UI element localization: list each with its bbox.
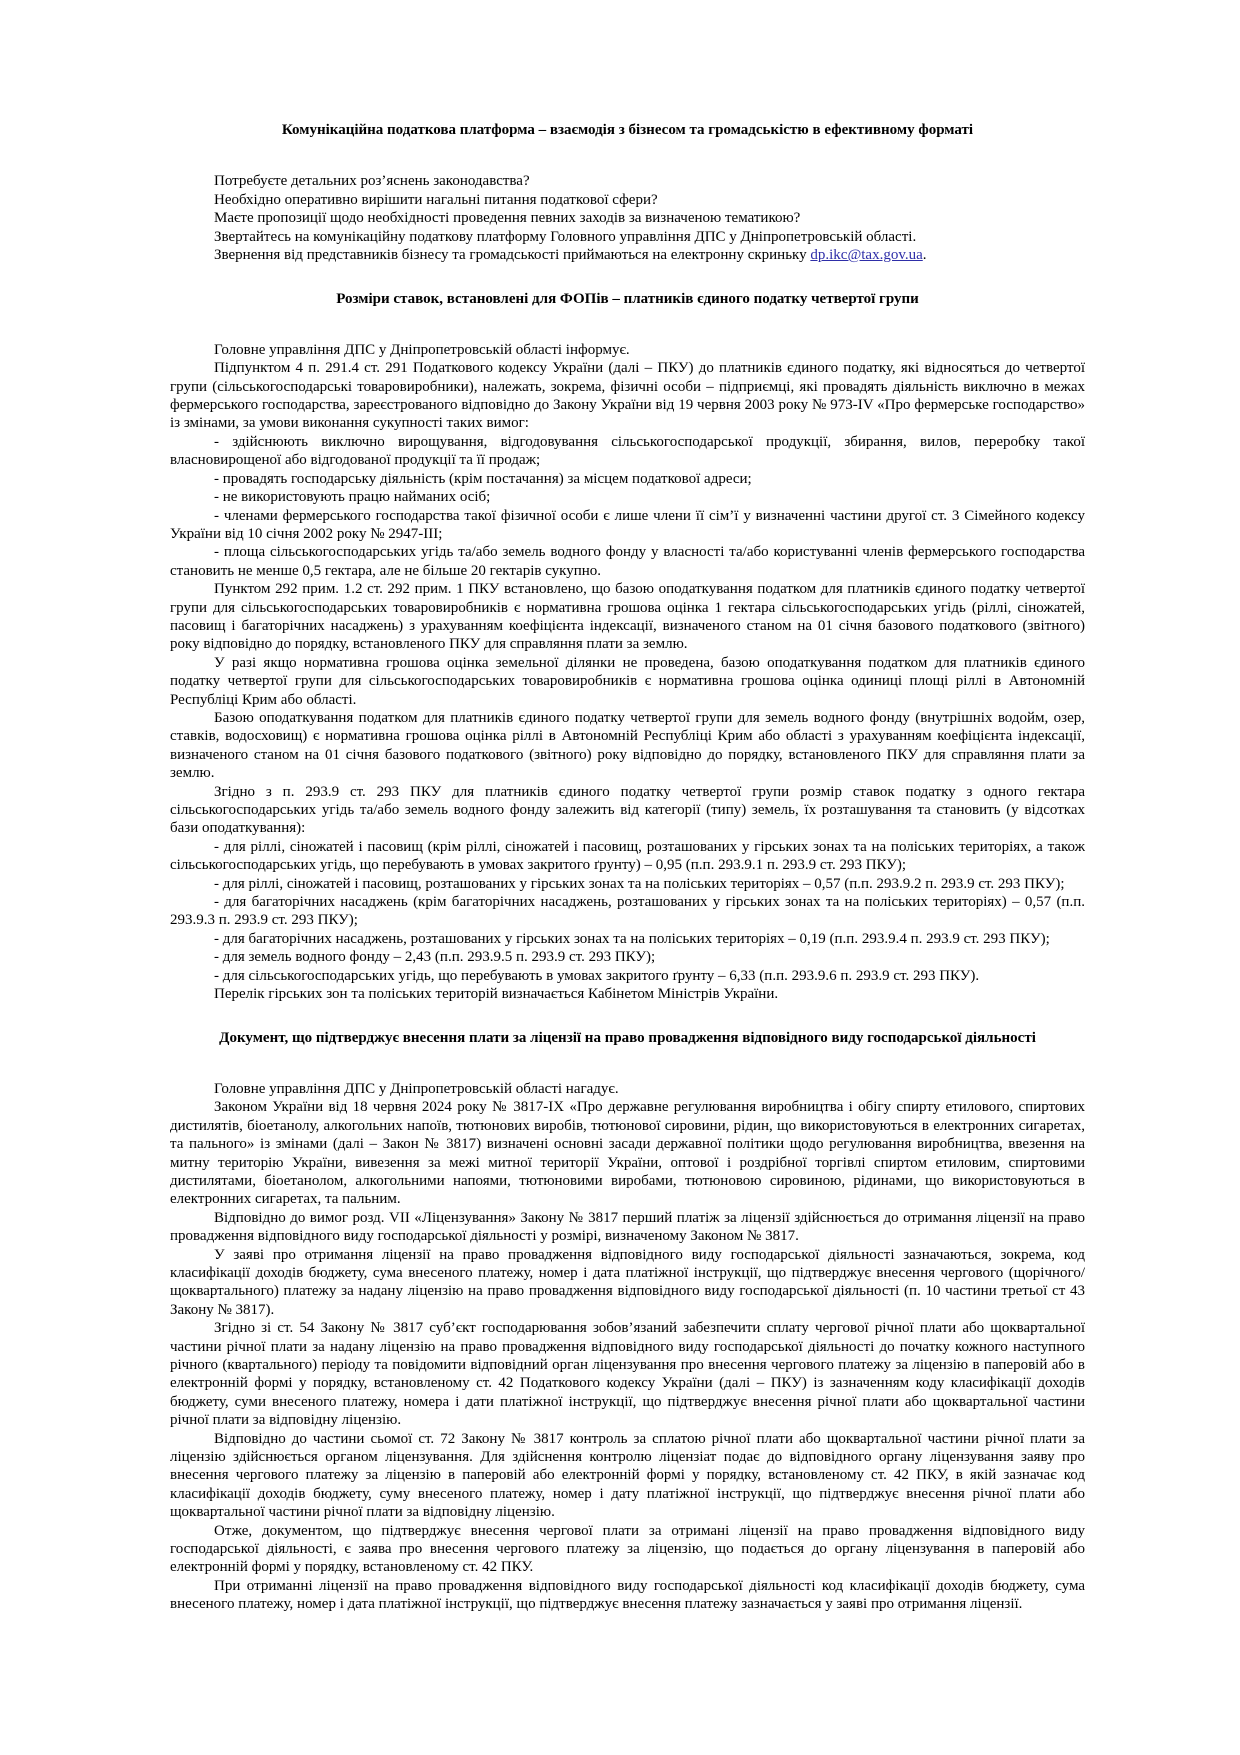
email-link[interactable]: dp.ikc@tax.gov.ua bbox=[810, 247, 923, 264]
paragraph: Законом України від 18 червня 2024 року № 3817-IX «Про державне регулювання виробництва і обігу спирту етилового, спиртових дистилятів, біоетанолу, алкогольних напоїв, тютюнових виробів, тютюнової сировини, рідин, що використовуються в електронних сигаретах, та пального» із змінами (далі – Закон № 3817) визначені основні засади державної політики щодо регулювання виробництва, ввезення на митну територію України, вивезення за межі митної території України, оптової і роздрібної торгівлі спиртом етиловим, спиртовими дистилятами, біоетанолом, алкогольними напоями, тютюновими виробами, тютюновою сировиною, рідинами, що використовуються в електронних сигаретах, та пальним. bbox=[170, 1099, 1085, 1208]
paragraph: Відповідно до вимог розд. VII «Ліцензування» Закону № 3817 перший платіж за ліцензії здійснюється до отримання ліцензії на право провадження відповідного виду господарської діяльності у розмірі, визначеному Законом № 3817. bbox=[170, 1209, 1085, 1245]
rate-list-item: - для ріллі, сіножатей і пасовищ (крім ріллі, сіножатей і пасовищ, розташованих у гірських зонах та на поліських територіях, а також сільськогосподарських угідь, що перебувають в умовах закритого ґрунту) – 0,95 (п.п. 293.9.1 п. 293.9 ст. 293 ПКУ); bbox=[170, 838, 1085, 874]
intro-call-to-action: Звертайтесь на комунікаційну податкову платформу Головного управління ДПС у Дніпропетровській області. bbox=[214, 228, 917, 245]
email-paragraph bbox=[170, 246, 1085, 264]
list-item: - здійснюють виключно вирощування, відгодовування сільськогосподарської продукції, збирання, вилов, переробку такої власновирощеної або відгодованої продукції та її продаж; bbox=[170, 433, 1085, 469]
list-item: - площа сільськогосподарських угідь та/або земель водного фонду у власності та/або користуванні членів фермерського господарства становить не менше 0,5 гектара, але не більше 20 гектарів сукупно. bbox=[170, 544, 1085, 579]
rate-list-item: - для багаторічних насаджень, розташованих у гірських зонах та на поліських територіях – 0,19 (п.п. 293.9.4 п. 293.9 ст. 293 ПКУ); bbox=[214, 930, 1050, 947]
rate-list-item: - для сільськогосподарських угідь, що перебувають в умовах закритого ґрунту – 6,33 (п.п. 293.9.6 п. 293.9 ст. 293 ПКУ). bbox=[214, 967, 980, 984]
intro-question-2: Необхідно оперативно вирішити нагальні питання податкової сфери? bbox=[214, 191, 658, 208]
paragraph: Головне управління ДПС у Дніпропетровській області нагадує. bbox=[214, 1080, 619, 1097]
email-paragraph-prefix: Звернення від представників бізнесу та громадськості приймаються на електронну скриньку bbox=[214, 247, 811, 264]
paragraph: Відповідно до частини сьомої ст. 72 Закону № 3817 контроль за сплатою річної плати або щоквартальної частини річної плати за ліцензію здійснюється органом ліцензування. Для здійснення контролю ліцензіат подає до відповідного органу ліцензування заяву про внесення чергового платежу за ліцензію в паперовій або електронній формі у порядку, встановленому ст. 42 ПКУ, в якій зазначає код класифікації доходів бюджету, суму внесеного платежу, номер і дату платіжної інструкції, що підтверджує внесення річної плати або щоквартальної частини річної плати за відповідну ліцензію. bbox=[170, 1430, 1085, 1521]
paragraph: При отриманні ліцензії на право провадження відповідного виду господарської діяльності код класифікації доходів бюджету, сума внесеного платежу, номер і дата платіжної інструкції, що підтверджує внесення платежу зазначається у заяві про отримання ліцензії. bbox=[170, 1577, 1085, 1613]
list-item: - не використовують працю найманих осіб; bbox=[214, 489, 491, 506]
list-item: - провадять господарську діяльність (крім постачання) за місцем податкової адреси; bbox=[214, 470, 752, 487]
section1-heading: Комунікаційна податкова платформа – взаємодія з бізнесом та громадськістю в ефективному форматі bbox=[281, 122, 974, 138]
paragraph: Згідно з п. 293.9 ст. 293 ПКУ для платників єдиного податку четвертої групи розмір ставок податку з одного гектара сільськогосподарських угідь та/або земель водного фонду залежить від категорії (типу) земель, їх розташування та становить (у відсотках бази оподаткування): bbox=[170, 783, 1085, 837]
intro-question-1: Потребуєте детальних роз’яснень законодавства? bbox=[214, 173, 530, 190]
list-item: - членами фермерського господарства такої фізичної особи є лише члени її сім’ї у визначенні частини другої ст. 3 Сімейного кодексу України від 10 січня 2002 року № 2947-III; bbox=[170, 507, 1085, 542]
paragraph: Отже, документом, що підтверджує внесення чергової плати за отримані ліцензії на право провадження відповідного виду господарської діяльності, є заява про внесення чергового платежу за ліцензію, що подається до органу ліцензування в паперовій або електронній формі у порядку, встановленому ст. 42 ПКУ. bbox=[170, 1522, 1085, 1576]
paragraph: У разі якщо нормативна грошова оцінка земельної ділянки не проведена, базою оподаткування податком для платників єдиного податку четвертої групи для сільськогосподарських товаровиробників є нормативна грошова оцінка одиниці площі ріллі в Автономній Республіці Крим або області. bbox=[170, 654, 1085, 708]
rate-list-item: - для багаторічних насаджень (крім багаторічних насаджень, розташованих у гірських зонах та на поліських територіях) – 0,57 (п.п. 293.9.3 п. 293.9 ст. 293 ПКУ); bbox=[170, 894, 1085, 929]
paragraph: У заяві про отримання ліцензії на право провадження відповідного виду господарської діяльності зазначаються, зокрема, код класифікації доходів бюджету, сума внесеного платежу, номер і дата платіжної інструкції, що підтверджує внесення чергового (щорічного/щоквартального) платежу за надану ліцензію на право провадження відповідного виду господарської діяльності (п. 10 частини третьої ст 43 Закону № 3817). bbox=[170, 1246, 1085, 1318]
paragraph: Головне управління ДПС у Дніпропетровській області інформує. bbox=[214, 341, 630, 358]
email-paragraph-suffix: . bbox=[922, 247, 927, 264]
section2-heading: Розміри ставок, встановлені для ФОПів – платників єдиного податку четвертої групи bbox=[336, 291, 919, 308]
intro-question-3: Маєте пропозиції щодо необхідності проведення певних заходів за визначеною тематикою? bbox=[214, 210, 801, 227]
rate-list-item: - для ріллі, сіножатей і пасовищ, розташованих у гірських зонах та на поліських територіях – 0,57 (п.п. 293.9.2 п. 293.9 ст. 293 ПКУ); bbox=[214, 875, 1065, 892]
paragraph: Підпунктом 4 п. 291.4 ст. 291 Податкового кодексу України (далі – ПКУ) до платників єдиного податку, які відносяться до четвертої групи (сільськогосподарські товаровиробники), належать, зокрема, фізичні особи – підприємці, які провадять діяльність виключно в межах фермерського господарства, зареєстрованого відповідно до Закону України від 19 червня 2003 року № 973-IV «Про фермерське господарство» із змінами, за умови виконання сукупності таких вимог: bbox=[170, 360, 1085, 432]
paragraph: Згідно зі ст. 54 Закону № 3817 суб’єкт господарювання зобов’язаний забезпечити сплату чергової річної плати або щоквартальної частини річної плати за надану ліцензію на право провадження відповідного виду господарської діяльності до початку кожного наступного річного (квартального) періоду та повідомити відповідний орган ліцензування про внесення чергового платежу за ліцензію в паперовій або в електронній формі у порядку, встановленому ст. 42 Податкового кодексу України (далі – ПКУ) із зазначенням коду класифікації доходів бюджету, суми внесеного платежу, номера і дати платіжної інструкції, що підтверджує внесення річної плати або щоквартальної частини річної плати за відповідну ліцензію. bbox=[170, 1320, 1085, 1429]
section3-heading: Документ, що підтверджує внесення плати за ліцензії на право провадження відповідного виду господарської діяльності bbox=[219, 1030, 1036, 1047]
paragraph: Пунктом 292 прим. 1.2 ст. 292 прим. 1 ПКУ встановлено, що базою оподаткування податком для платників єдиного податку четвертої групи для сільськогосподарських товаровиробників є нормативна грошова оцінка 1 гектара сільськогосподарських угідь (ріллі, сіножатей, пасовищ і багаторічних насаджень) з урахуванням коефіцієнта індексації, визначеного станом на 01 січня базового податкового (звітного) року відповідно до порядку, встановленого ПКУ для справляння плати за землю. bbox=[170, 581, 1085, 653]
paragraph: Перелік гірських зон та поліських територій визначається Кабінетом Міністрів України. bbox=[214, 986, 779, 1003]
paragraph: Базою оподаткування податком для платників єдиного податку четвертої групи для земель водного фонду (внутрішніх водойм, озер, ставків, водосховищ) є нормативна грошова оцінка ріллі в Автономній Республіці Крим або області з урахуванням коефіцієнта індексації, визначеного станом на 01 січня базового податкового (звітного) року відповідно до порядку, встановленого ПКУ для справляння плати за землю. bbox=[170, 709, 1085, 782]
rate-list-item: - для земель водного фонду – 2,43 (п.п. 293.9.5 п. 293.9 ст. 293 ПКУ); bbox=[214, 949, 656, 966]
